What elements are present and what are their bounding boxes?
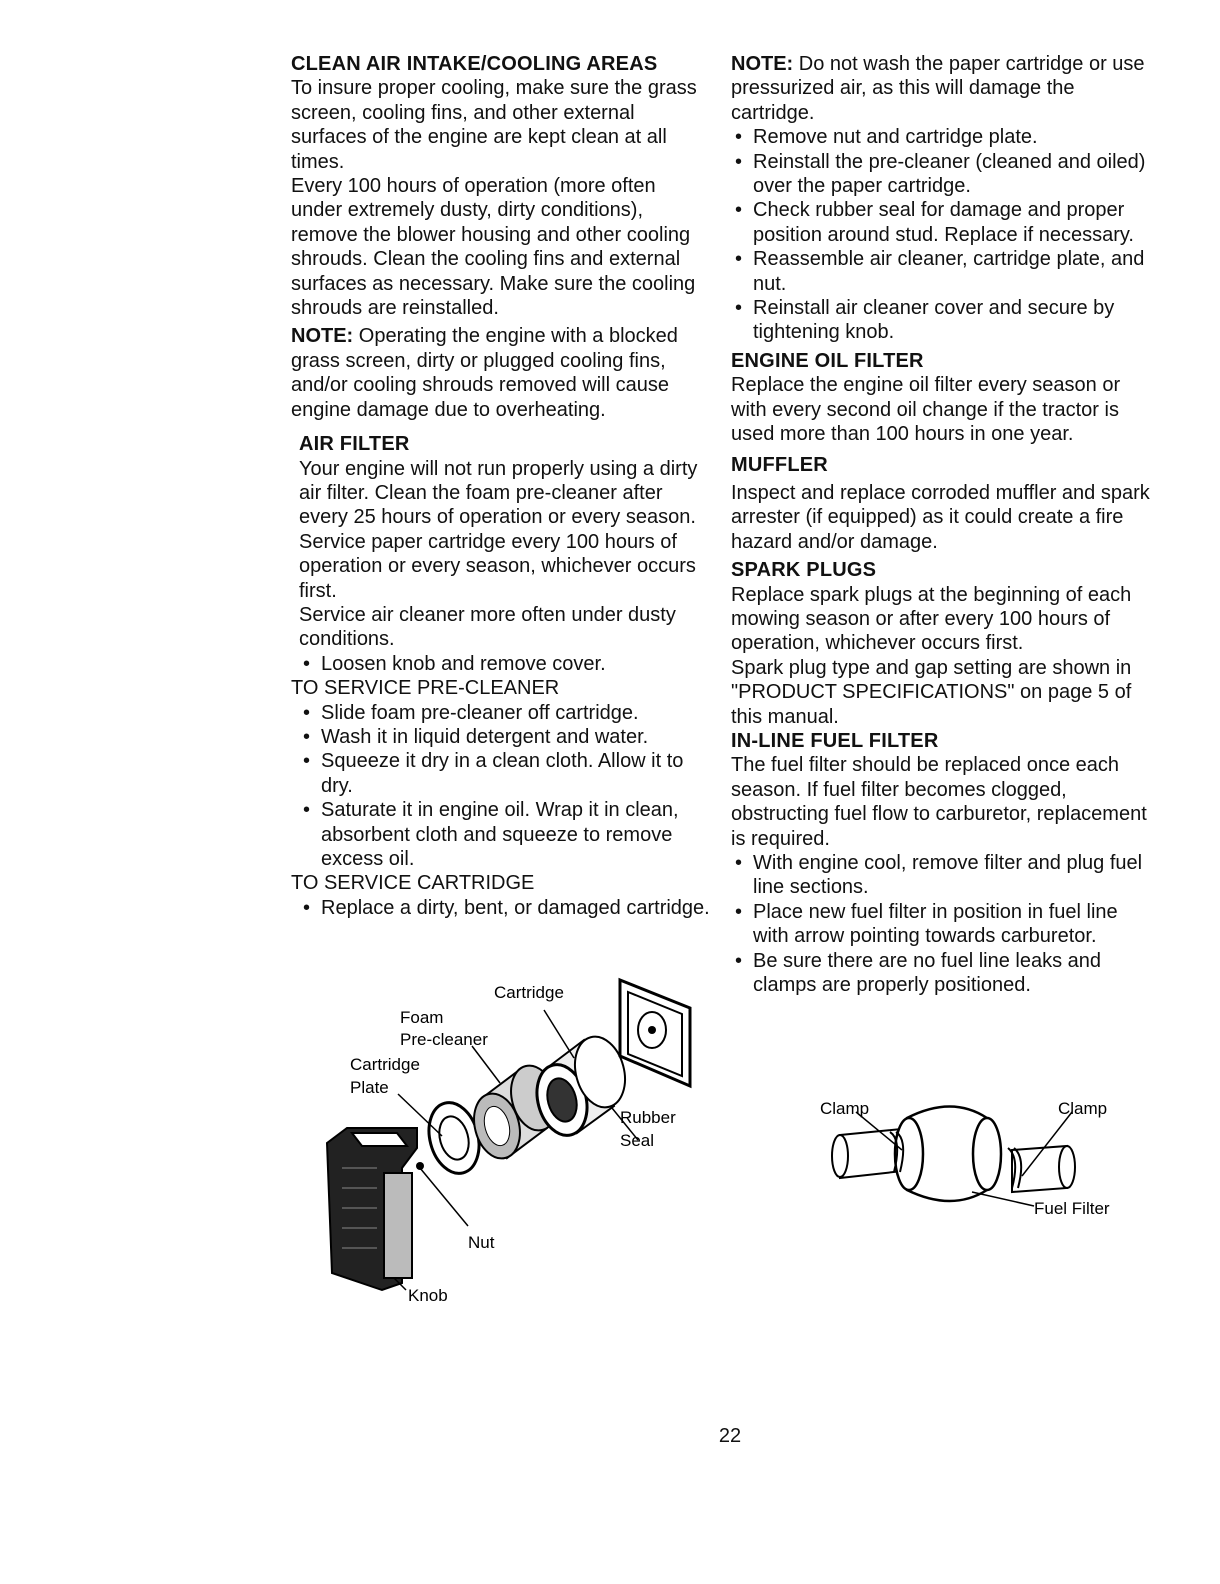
label-pre-cleaner: Pre-cleaner [400, 1030, 488, 1049]
cartridge-service-list [731, 125, 1151, 345]
clean-air-note [291, 324, 711, 422]
muffler-para: Inspect and replace corroded muffler and spark arrester (if equipped) as it could create a fire hazard and/or damage. [731, 481, 1150, 553]
section-fuel-filter [731, 729, 1151, 997]
section-clean-air [291, 52, 711, 422]
air-cleaner-diagram [322, 968, 722, 1308]
clean-air-para-1: To insure proper cooling, make sure the grass screen, cooling fins, and other external surfaces of the engine are kept clean at all times. [291, 77, 697, 173]
heading-air-filter: AIR FILTER [299, 433, 410, 456]
clean-air-para-2: Every 100 hours of operation (more often under extremely dusty, dirty conditions), remove the blower housing and other cooling shrouds. Clean the cooling fins and external surfaces as necessary. Make sure the cooling shrouds are reinstalled. [291, 175, 696, 320]
section-air-filter [291, 432, 711, 920]
heading-fuel-filter: IN-LINE FUEL FILTER [731, 729, 939, 752]
subheading-cartridge: TO SERVICE CARTRIDGE [291, 872, 535, 895]
label-cartridge-plate-line2: Plate [350, 1078, 389, 1097]
section-spark-plugs [731, 558, 1151, 729]
fuel-filter-list [731, 851, 1151, 997]
list-item: • Slide foam pre-cleaner off cartridge. [299, 701, 711, 725]
page-number: 22 [718, 1425, 742, 1447]
air-cleaner-cover-illustration [327, 1128, 417, 1290]
label-fuel-filter: Fuel Filter [1034, 1199, 1110, 1218]
fuel-filter-para: The fuel filter should be replaced once each season. If fuel filter becomes clogged, obstructing fuel flow to carburetor, replacement is required. [731, 754, 1147, 850]
label-cartridge-plate-line1: Cartridge [350, 1055, 420, 1074]
air-filter-para-2: Service air cleaner more often under dusty conditions. [299, 603, 676, 651]
heading-engine-oil-filter: ENGINE OIL FILTER [731, 349, 924, 372]
list-item: • Reinstall the pre-cleaner (cleaned and oiled) over the paper cartridge. [731, 150, 1151, 199]
air-filter-first-list [299, 652, 711, 676]
mounting-bracket-illustration [620, 980, 690, 1086]
label-nut: Nut [468, 1233, 495, 1252]
heading-muffler: MUFFLER [731, 453, 828, 476]
subheading-pre-cleaner: TO SERVICE PRE-CLEANER [291, 677, 560, 700]
list-item: • With engine cool, remove filter and plug fuel line sections. [731, 851, 1151, 900]
note-label: NOTE: [731, 53, 794, 75]
list-item: • Be sure there are no fuel line leaks and clamps are properly positioned. [731, 949, 1151, 998]
note-text: Operating the engine with a blocked grass screen, dirty or plugged cooling fins, and/or cooling shrouds removed will cause engine damage due to overheating. [291, 325, 678, 421]
list-item: • Remove nut and cartridge plate. [731, 125, 1151, 149]
label-rubber: Rubber [620, 1108, 676, 1127]
label-clamp-left: Clamp [820, 1099, 870, 1118]
section-muffler [731, 453, 1151, 555]
pre-cleaner-list [299, 701, 711, 872]
list-item: • Reinstall air cleaner cover and secure by tightening knob. [731, 296, 1151, 345]
label-knob: Knob [408, 1286, 448, 1305]
fuel-filter-diagram [812, 1090, 1152, 1220]
label-seal: Seal [620, 1131, 655, 1150]
list-item: • Loosen knob and remove cover. [299, 652, 711, 676]
air-filter-para-1: Your engine will not run properly using a dirty air filter. Clean the foam pre-cleaner after every 25 hours of operation or every season. Service paper cartridge every 100 hours of operation or every season, whichever occurs first. [299, 457, 698, 602]
section-engine-oil-filter [731, 349, 1151, 447]
left-column [291, 52, 711, 920]
list-item: • Saturate it in engine oil. Wrap it in clean, absorbent cloth and squeeze to remove excess oil. [299, 798, 711, 871]
list-item: • Squeeze it dry in a clean cloth. Allow it to dry. [299, 749, 711, 798]
note-text: Do not wash the paper cartridge or use pressurized air, as this will damage the cartridge. [731, 53, 1145, 124]
spark-plugs-para-1: Replace spark plugs at the beginning of each mowing season or after every 100 hours of operation, whichever occurs first. [731, 583, 1132, 655]
spark-plugs-para-2: Spark plug type and gap setting are shown in "PRODUCT SPECIFICATIONS" on page 5 of this manual. [731, 656, 1132, 728]
oil-filter-para: Replace the engine oil filter every season or with every second oil change if the tractor is used more than 100 hours in one year. [731, 374, 1121, 446]
list-item: • Replace a dirty, bent, or damaged cartridge. [299, 896, 711, 920]
label-cartridge: Cartridge [494, 983, 564, 1002]
note-label: NOTE: [291, 325, 354, 348]
label-foam: Foam [400, 1008, 444, 1027]
list-item: • Place new fuel filter in position in fuel line with arrow pointing towards carburetor. [731, 900, 1151, 949]
fuel-filter-body-illustration [895, 1107, 1001, 1202]
right-column [731, 52, 1151, 997]
list-item: • Reassemble air cleaner, cartridge plate, and nut. [731, 247, 1151, 296]
cartridge-note [731, 52, 1151, 125]
heading-clean-air: CLEAN AIR INTAKE/COOLING AREAS [291, 53, 658, 75]
cartridge-list [299, 896, 711, 920]
heading-spark-plugs: SPARK PLUGS [731, 559, 877, 582]
list-item: • Check rubber seal for damage and proper position around stud. Replace if necessary. [731, 198, 1151, 247]
list-item: • Wash it in liquid detergent and water. [299, 725, 711, 749]
label-clamp-right: Clamp [1058, 1099, 1108, 1118]
